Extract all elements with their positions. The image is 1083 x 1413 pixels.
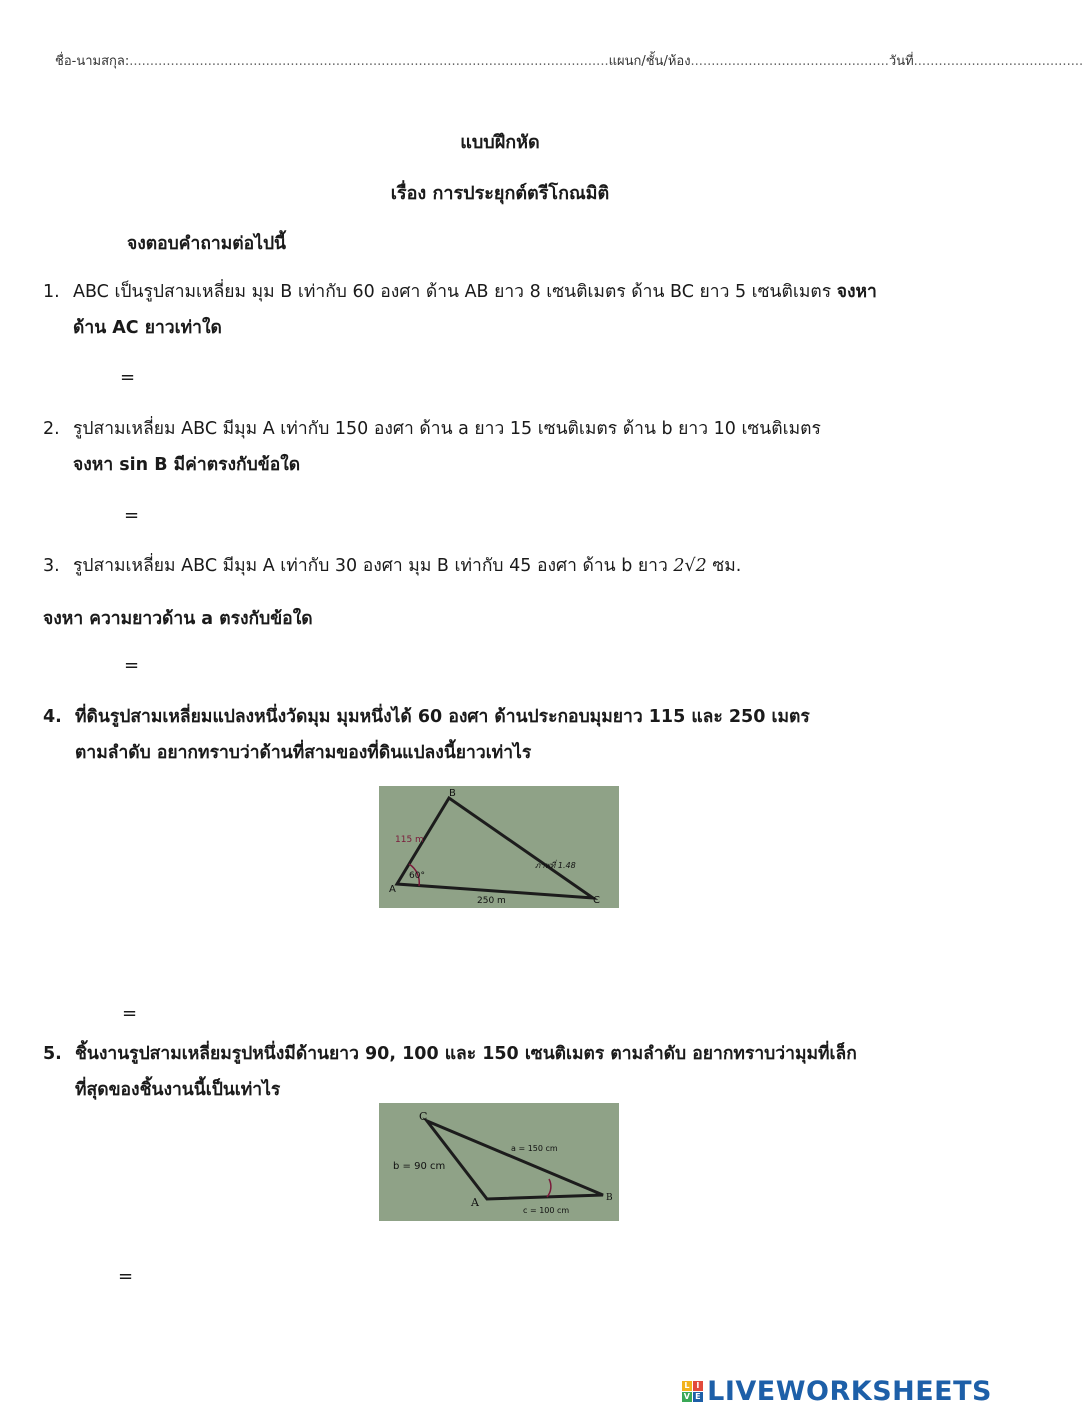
vertex-c-label: C [593, 895, 600, 906]
question-emphasis: จงหา [836, 282, 877, 302]
question-line-2: ตามลำดับ อยากทราบว่าด้านที่สามของที่ดินแปลงนี้ยาวเท่าไร [75, 743, 532, 763]
question-text: รูปสามเหลี่ยม ABC มีมุม A เท่ากับ 150 องศา ด้าน a ยาว 15 เซนติเมตร ด้าน b ยาว 10 เซนติเมตร [73, 419, 821, 439]
question-text: ที่ดินรูปสามเหลี่ยมแปลงหนึ่งวัดมุม มุมหนึ่งได้ 60 องศา ด้านประกอบมุมยาว 115 และ 250 เมตร [75, 707, 810, 727]
dept-field[interactable]: ................................................ [690, 54, 889, 69]
answer-4-field[interactable]: = [122, 1003, 138, 1024]
unit-label: ซม. [706, 556, 742, 576]
side-b-label: b = 90 cm [393, 1161, 446, 1172]
answer-3-field[interactable]: = [124, 655, 140, 676]
side-ac-label: 250 m [477, 896, 506, 906]
dept-label: แผนก/ชั้น/ห้อง [608, 54, 691, 69]
instruction: จงตอบคำถามต่อไปนี้ [127, 234, 287, 254]
question-number: 3. [43, 556, 60, 576]
question-text: รูปสามเหลี่ยม ABC มีมุม A เท่ากับ 30 องศา มุม B เท่ากับ 45 องศา ด้าน b ยาว [73, 556, 674, 576]
question-1 [0, 274, 1000, 346]
vertex-b-label: B [449, 788, 456, 799]
question-3 [0, 548, 1000, 584]
angle-label: 60° [409, 871, 425, 881]
name-field[interactable]: .................................................................................................................... [129, 54, 609, 69]
student-info-header [55, 50, 1083, 71]
question-text: ชิ้นงานรูปสามเหลี่ยมรูปหนึ่งมีด้านยาว 90, 100 และ 150 เซนติเมตร ตามลำดับ อยากทราบว่ามุมที่เล็ก [75, 1044, 857, 1064]
page-title: แบบฝึกหัด [460, 132, 540, 153]
question-4 [0, 699, 1000, 771]
page-subtitle: เรื่อง การประยุกต์ตรีโกณมิติ [390, 183, 610, 204]
question-text: ABC เป็นรูปสามเหลี่ยม มุม B เท่ากับ 60 องศา ด้าน AB ยาว 8 เซนติเมตร ด้าน BC ยาว 5 เซนติเมตร [73, 282, 837, 302]
figure-triangle-photo [379, 1103, 619, 1221]
question-number: 1. [43, 282, 60, 302]
answer-1-field[interactable]: = [120, 367, 136, 388]
question-line-2: ด้าน AC ยาวเท่าใด [73, 318, 222, 338]
brand-name: LIVEWORKSHEETS [707, 1376, 992, 1407]
name-label: ชื่อ-นามสกุล: [55, 54, 130, 69]
liveworksheets-logo [682, 1376, 992, 1407]
question-number: 2. [43, 419, 60, 439]
question-3-line-2: จงหา ความยาวด้าน a ตรงกับข้อใด [43, 609, 313, 629]
date-label: วันที่ [888, 54, 914, 69]
triangle-diagram-1 [379, 786, 619, 908]
figure-1-48-photo [379, 786, 619, 908]
vertex-b-label: B [606, 1193, 613, 1203]
vertex-a-label: A [389, 884, 396, 895]
question-number: 5. [43, 1044, 62, 1064]
answer-2-field[interactable]: = [124, 505, 140, 526]
triangle-diagram-2 [379, 1103, 619, 1221]
side-c-label: c = 100 cm [523, 1206, 570, 1215]
vertex-a-label: A [471, 1196, 479, 1209]
question-5 [0, 1036, 1000, 1108]
question-line-2: จงหา sin B มีค่าตรงกับข้อใด [73, 455, 301, 475]
question-number: 4. [43, 707, 62, 727]
date-field[interactable]: ......................................... [913, 54, 1083, 69]
vertex-c-label: C [419, 1110, 428, 1123]
logo-icon: L I V E [682, 1381, 703, 1402]
question-2 [0, 411, 1000, 483]
question-line-2: ที่สุดของชิ้นงานนี้เป็นเท่าไร [75, 1080, 281, 1100]
math-value: 2√2 [673, 556, 707, 576]
figure-caption: ภาพที่ 1.48 [535, 861, 576, 870]
answer-5-field[interactable]: = [118, 1266, 134, 1287]
side-ab-label: 115 m [395, 835, 424, 845]
side-a-label: a = 150 cm [511, 1144, 558, 1153]
